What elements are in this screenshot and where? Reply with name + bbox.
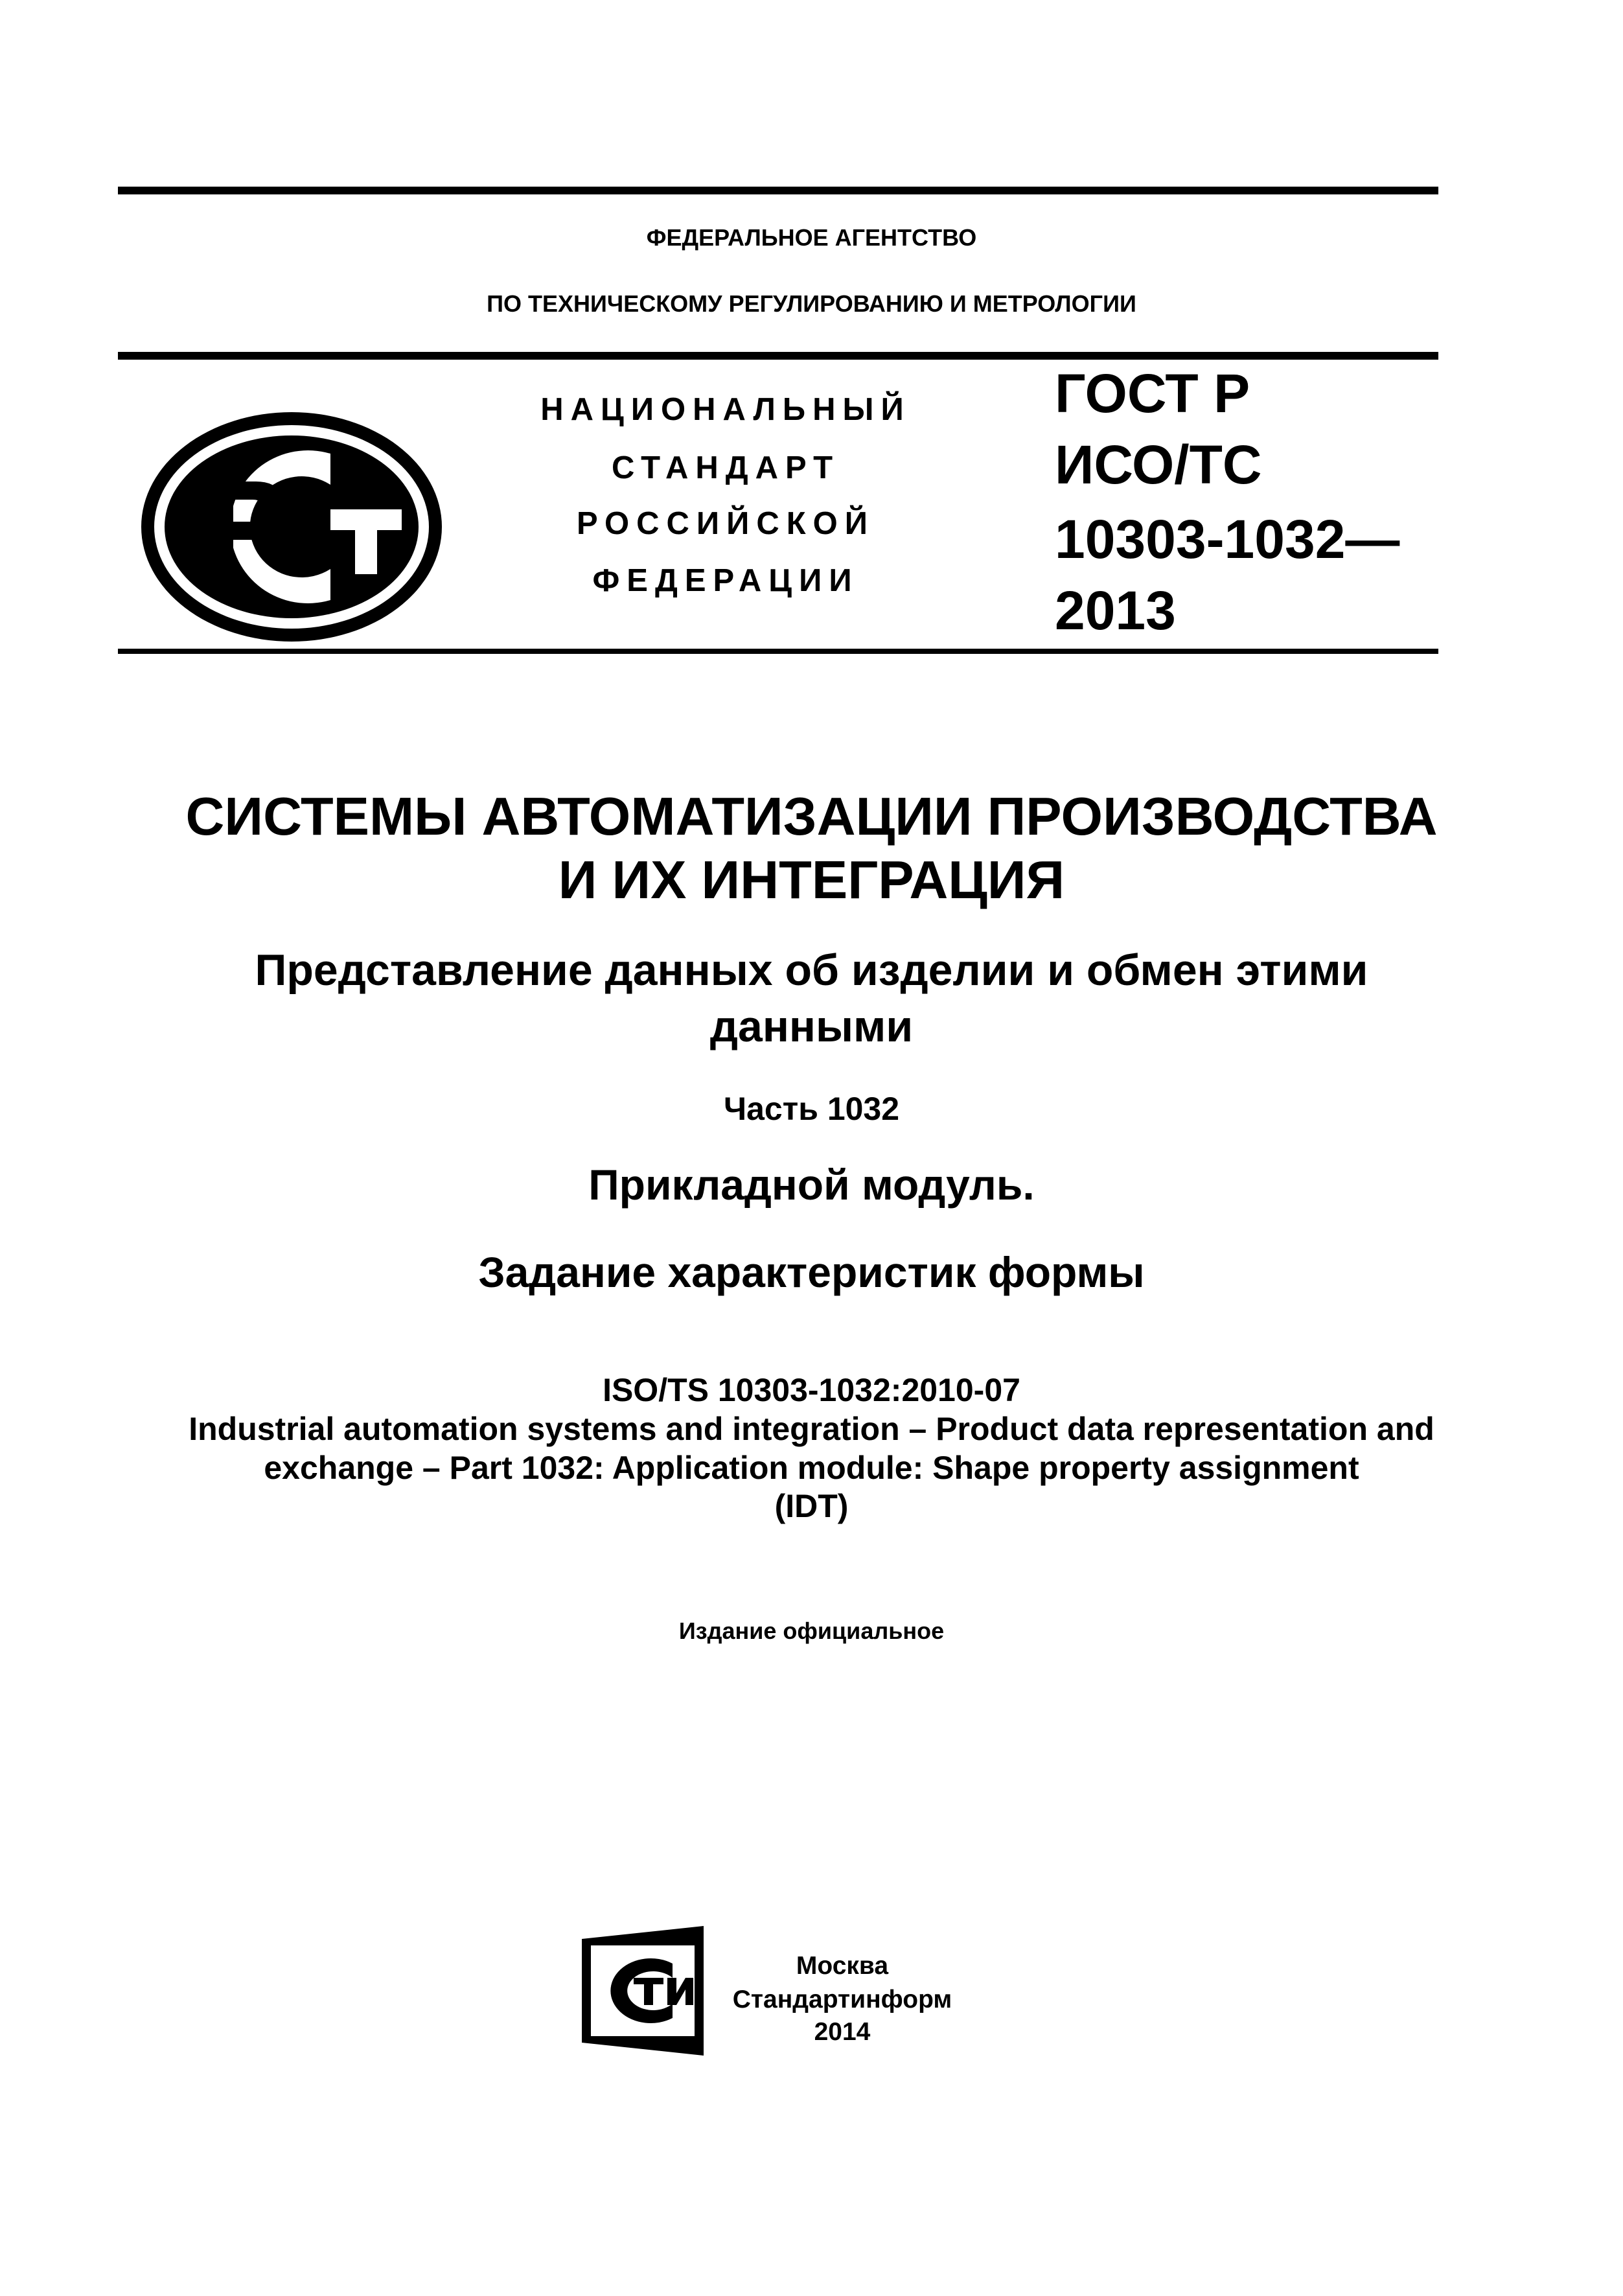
- main-title-line-1: СИСТЕМЫ АВТОМАТИЗАЦИИ ПРОИЗВОДСТВА: [185, 786, 1438, 846]
- agency-line-1: ФЕДЕРАЛЬНОЕ АГЕНТСТВО: [646, 224, 977, 251]
- national-line-3: РОССИЙСКОЙ: [577, 506, 875, 541]
- iso-reference-line-3: exchange – Part 1032: Application module: Shape property assignment: [264, 1450, 1359, 1486]
- agency-line-2: ПО ТЕХНИЧЕСКОМУ РЕГУЛИРОВАНИЮ И МЕТРОЛОГИИ: [487, 290, 1136, 317]
- bottom-rule: [118, 649, 1438, 654]
- publisher-name: Стандартинформ: [732, 1986, 952, 2013]
- iso-reference-line-4: (IDT): [774, 1488, 849, 1524]
- national-line-2: СТАНДАРТ: [611, 450, 840, 485]
- top-rule: [118, 187, 1438, 194]
- designation-line-3: 10303-1032—: [1055, 509, 1400, 570]
- national-line-1: НАЦИОНАЛЬНЫЙ: [540, 392, 911, 427]
- designation-line-1: ГОСТ Р: [1055, 363, 1250, 424]
- subtitle-line-2: данными: [709, 1002, 914, 1051]
- publisher-year: 2014: [814, 2018, 871, 2046]
- national-line-4: ФЕДЕРАЦИИ: [592, 563, 859, 598]
- publisher-city: Москва: [796, 1952, 889, 1980]
- part-number: Часть 1032: [723, 1091, 900, 1127]
- designation-line-2: ИСО/ТС: [1055, 434, 1262, 495]
- main-title-line-2: И ИХ ИНТЕГРАЦИЯ: [558, 850, 1065, 910]
- iso-reference-line-1: ISO/TS 10303-1032:2010-07: [603, 1372, 1020, 1408]
- rst-certification-logo-icon: [136, 407, 447, 647]
- module-title-line-1: Прикладной модуль.: [588, 1161, 1035, 1209]
- standartinform-logo-icon: [582, 1926, 704, 2056]
- middle-rule: [118, 352, 1438, 360]
- iso-reference-line-2: Industrial automation systems and integration – Product data representation and: [189, 1411, 1434, 1447]
- designation-line-4: 2013: [1055, 580, 1176, 641]
- subtitle-line-1: Представление данных об изделии и обмен этими: [255, 945, 1368, 995]
- module-title-line-2: Задание характеристик формы: [478, 1248, 1145, 1296]
- edition-label: Издание официальное: [678, 1618, 945, 1644]
